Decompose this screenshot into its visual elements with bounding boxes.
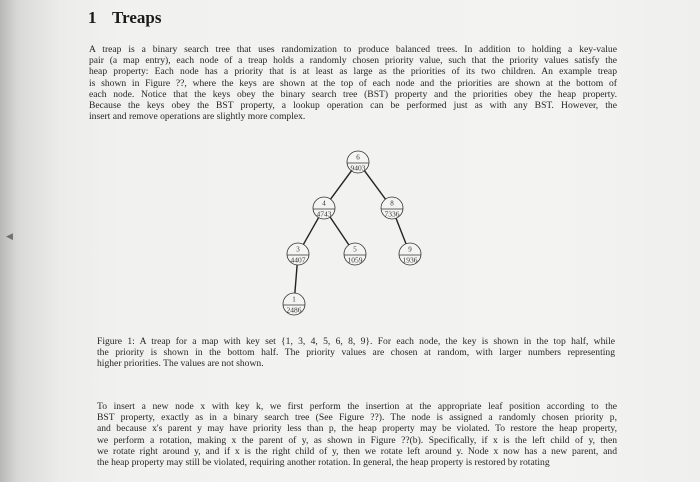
tree-node-6: [347, 151, 369, 173]
section-number: 1: [88, 8, 97, 27]
caption-line: higher priorities. The values are not shown.: [97, 358, 264, 370]
figure-caption: [97, 336, 615, 370]
tree-node-priority: 2486: [286, 305, 302, 315]
tree-node-key: 4: [322, 199, 326, 208]
intro-line: insert and remove operations are slightly more complex.: [89, 111, 306, 123]
tree-node-8: [381, 197, 403, 219]
insert-line: the heap property may still be violated, requiring another rotation. In general, the heap property is restored by rotating: [97, 457, 550, 469]
intro-line: A treap is a binary search tree that uses randomization to produce balanced trees. In addition to holding a key-value: [89, 44, 617, 55]
tree-node-1: [283, 293, 305, 315]
insertion-paragraph: [97, 401, 617, 468]
tree-node-key: 6: [356, 153, 360, 162]
insert-line: BST property, exactly as in a binary search tree (See Figure ??). The node is assigned a randomly chosen priority p,: [97, 412, 617, 424]
tree-edge-n6-n4: [331, 171, 352, 199]
intro-line: Because the keys obey the BST property, a lookup operation can be performed just as with any BST. However, the: [89, 100, 617, 112]
tree-edge-n4-n5: [330, 217, 349, 245]
tree-node-5: [344, 243, 366, 265]
tree-node-priority: 1936: [402, 255, 418, 265]
tree-node-key: 3: [296, 245, 300, 254]
insert-line: we rotate right around y, and if x is the right child of y, then we rotate left around y. Node x now has a new parent, and: [97, 445, 617, 457]
tree-node-priority: 9403: [350, 163, 366, 173]
tree-edge-n6-n8: [365, 171, 386, 199]
insert-line: and because x's parent y may have priority less than p, the heap property may be violated. To restore the heap property,: [97, 423, 617, 435]
treap-figure: [280, 144, 430, 324]
caption-line: the priority is shown in the bottom half. The priority values are chosen at random, with larger numbers representing: [97, 347, 615, 359]
previous-page-arrow-icon[interactable]: ◀: [6, 232, 13, 242]
intro-line: each node. Notice that the keys obey the binary search tree (BST) property and the priorities obey the heap property.: [89, 88, 617, 100]
intro-line: pair (a map entry), each node of a treap holds a randomly chosen priority value, such that the priority values satisfy the: [89, 55, 617, 67]
tree-node-3: [287, 243, 309, 265]
tree-edge-n3-n1: [295, 265, 297, 293]
tree-edge-n4-n3: [303, 218, 318, 245]
insert-line: we perform a rotation, making x the parent of y, as shown in Figure ??(b). Specifically, if x is the left child of y, then: [97, 434, 617, 446]
intro-paragraph: [89, 44, 617, 122]
tree-edge-n8-n9: [396, 218, 406, 244]
intro-line: heap property: Each node has a priority that is at least as large as the priorities of its two children. An example treap: [89, 66, 617, 78]
tree-node-key: 9: [408, 245, 412, 254]
tree-node-priority: 1059: [347, 255, 363, 265]
tree-node-key: 8: [390, 199, 394, 208]
tree-node-key: 1: [292, 295, 296, 304]
tree-node-4: [313, 197, 335, 219]
insert-line: To insert a new node x with key k, we first perform the insertion at the appropriate leaf position according to the: [97, 401, 617, 412]
tree-node-priority: 4407: [290, 255, 306, 265]
caption-line: Figure 1: A treap for a map with key set {1, 3, 4, 5, 6, 8, 9}. For each node, the key is shown in the top half, while: [97, 336, 615, 347]
section-title: Treaps: [112, 8, 162, 27]
intro-line: is shown in Figure ??, where the keys are shown at the top of each node and the priorities are shown at the bottom of: [89, 77, 617, 89]
tree-node-priority: 4743: [316, 209, 332, 219]
tree-node-key: 5: [353, 245, 357, 254]
tree-node-priority: 7336: [384, 209, 400, 219]
tree-node-9: [399, 243, 421, 265]
